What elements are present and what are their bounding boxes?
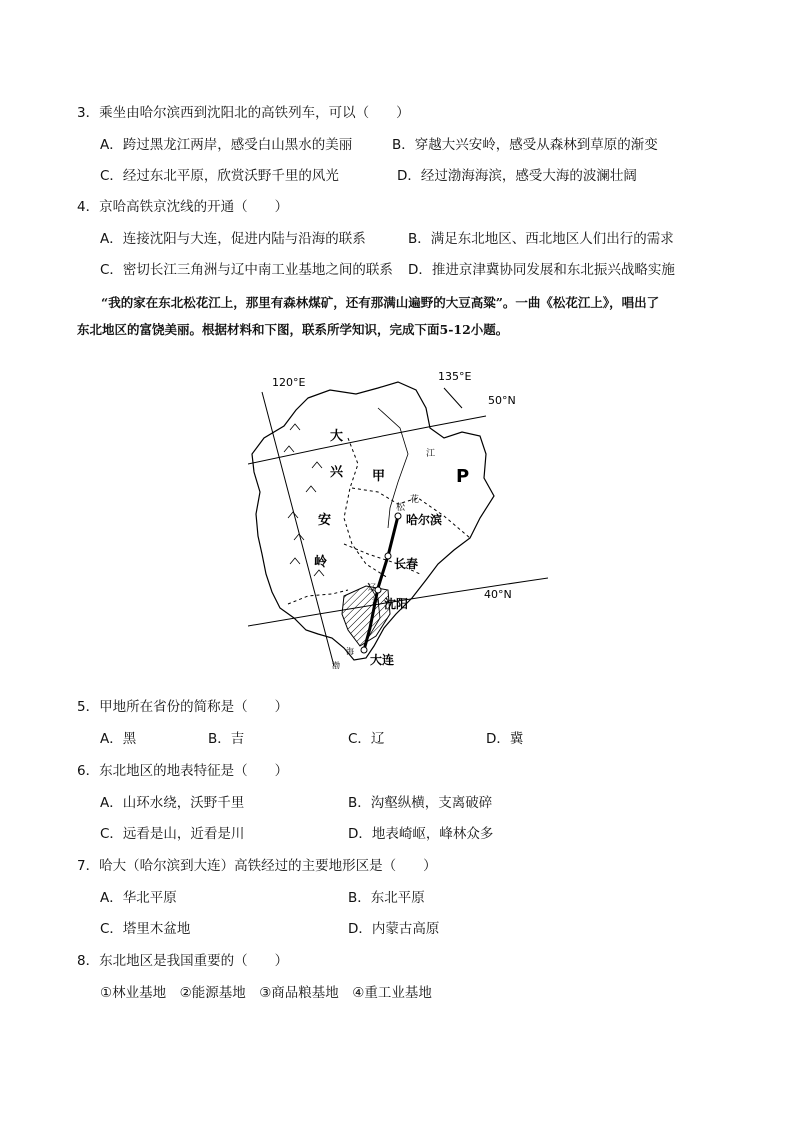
q7-option-a[interactable]: A．华北平原 <box>100 890 177 906</box>
q5-option-a[interactable]: A．黑 <box>100 731 137 747</box>
q6-option-b[interactable]: B．沟壑纵横，支离破碎 <box>348 795 493 811</box>
q5-option-c[interactable]: C．辽 <box>348 731 385 747</box>
sea-label-1: 渤 <box>332 661 340 670</box>
changchun-dot <box>385 553 391 559</box>
q4-stem: 4．京哈高铁京沈线的开通（ ） <box>77 199 289 215</box>
q4-option-a[interactable]: A．连接沈阳与大连，促进内陆与沿海的联系 <box>100 231 366 247</box>
range-label-4: 岭 <box>314 555 328 570</box>
harbin-dot <box>395 513 401 519</box>
p-label: P <box>456 466 470 487</box>
q4-option-c[interactable]: C．密切长江三角洲与辽中南工业基地之间的联系 <box>100 262 393 278</box>
lat-40-label: 40°N <box>484 588 512 601</box>
q3-option-c[interactable]: C．经过东北平原，欣赏沃野千里的风光 <box>100 168 339 184</box>
lon-120-label: 120°E <box>272 376 306 389</box>
range-label-2: 兴 <box>330 465 344 480</box>
lat-50-label: 50°N <box>488 394 516 407</box>
q4-option-b[interactable]: B．满足东北地区、西北地区人们出行的需求 <box>408 231 674 247</box>
liao-label-1: 辽 <box>368 583 376 592</box>
q3-option-b[interactable]: B．穿越大兴安岭，感受从森林到草原的渐变 <box>392 137 658 153</box>
range-label-1: 大 <box>330 429 344 444</box>
city-shenyang-label: 沈阳 <box>384 597 409 611</box>
q7-option-d[interactable]: D．内蒙古高原 <box>348 921 440 937</box>
q6-option-d[interactable]: D．地表崎岖，峰林众多 <box>348 826 494 842</box>
q5-option-b[interactable]: B．吉 <box>208 731 245 747</box>
material-line-1: “我的家在东北松花江上，那里有森林煤矿，还有那满山遍野的大豆高粱”。一曲《松花江上》，唱出了 <box>101 295 660 310</box>
q8-stem: 8．东北地区是我国重要的（ ） <box>77 953 289 969</box>
liao-label-2: 河 <box>372 597 380 606</box>
jia-label: 甲 <box>372 469 386 484</box>
q3-stem: 3．乘坐由哈尔滨西到沈阳北的高铁列车，可以（ ） <box>77 105 410 121</box>
lon-135-label: 135°E <box>438 370 472 383</box>
q7-option-c[interactable]: C．塔里木盆地 <box>100 921 191 937</box>
city-dalian-label: 大连 <box>370 653 395 667</box>
river-label-1: 江 <box>426 449 436 459</box>
q6-option-a[interactable]: A．山环水绕，沃野千里 <box>100 795 245 811</box>
q7-stem: 7．哈大（哈尔滨到大连）高铁经过的主要地形区是（ ） <box>77 858 437 874</box>
q6-stem: 6．东北地区的地表特征是（ ） <box>77 763 289 779</box>
q5-option-d[interactable]: D．冀 <box>486 731 524 747</box>
river-label-2: 花 <box>410 495 420 505</box>
material-paragraph <box>77 294 717 339</box>
q3-option-d[interactable]: D．经过渤海海滨，感受大海的波澜壮阔 <box>397 168 637 184</box>
q7-option-b[interactable]: B．东北平原 <box>348 890 425 906</box>
range-label-3: 安 <box>318 513 332 528</box>
northeast-china-map <box>248 368 548 678</box>
river-label-3: 松 <box>396 503 406 513</box>
q3-option-a[interactable]: A．跨过黑龙江两岸，感受白山黑水的美丽 <box>100 137 353 153</box>
q4-option-d[interactable]: D．推进京津冀协同发展和东北振兴战略实施 <box>408 262 675 278</box>
q5-stem: 5．甲地所在省份的简称是（ ） <box>77 699 289 715</box>
dalian-dot <box>361 647 367 653</box>
sea-label-2: 海 <box>346 647 354 656</box>
q6-option-c[interactable]: C．远看是山，近看是川 <box>100 826 245 842</box>
material-line-2: 东北地区的富饶美丽。根据材料和下图，联系所学知识，完成下面5-12小题。 <box>77 322 509 337</box>
city-changchun-label: 长春 <box>394 557 419 571</box>
q8-options: ①林业基地 ②能源基地 ③商品粮基地 ④重工业基地 <box>100 985 432 1001</box>
city-harbin-label: 哈尔滨 <box>406 513 443 527</box>
